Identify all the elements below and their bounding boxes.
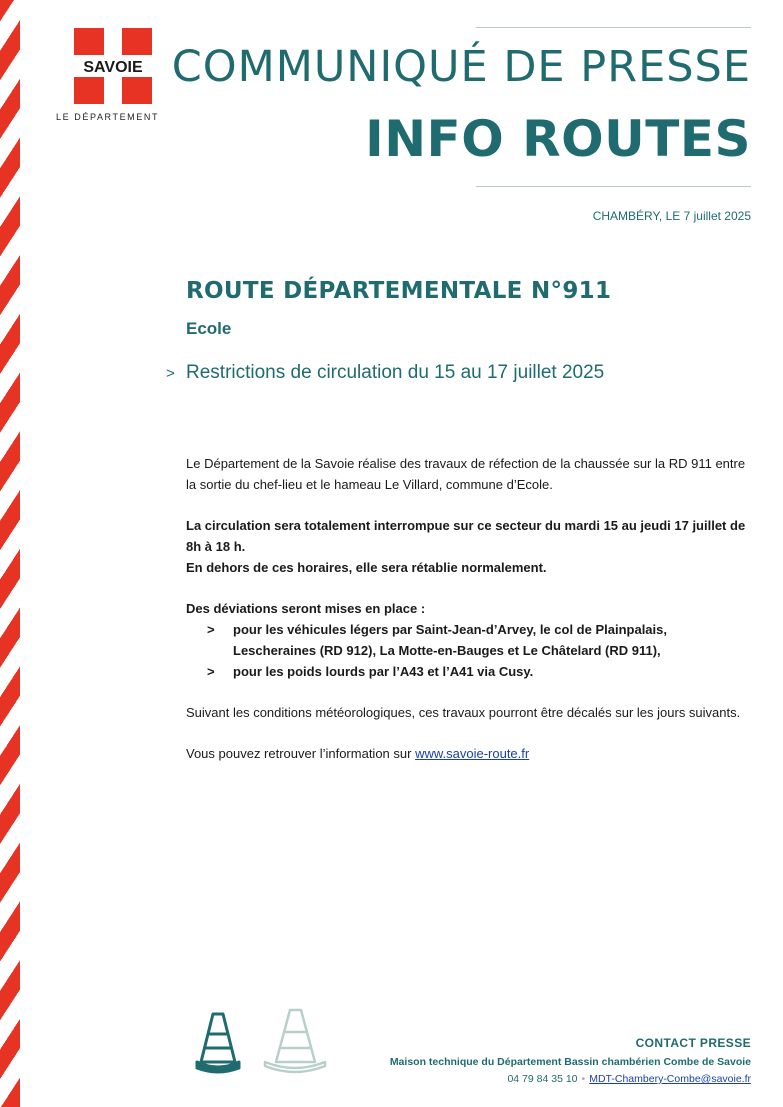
detour-item xyxy=(186,661,752,682)
intro-paragraph: Le Département de la Savoie réalise des travaux de réfection de la chaussée sur la RD 911 entre la sortie du chef-lieu et le hameau Le Villard, commune d’Ecole. xyxy=(186,456,746,492)
dateline: CHAMBÉRY, LE 7 juillet 2025 xyxy=(592,209,751,223)
detour-item xyxy=(186,619,752,661)
savoie-logo xyxy=(56,28,176,122)
traffic-cone-outline-icon xyxy=(265,1010,325,1072)
detour-text: pour les véhicules légers par Saint-Jean-d’Arvey, le col de Plainpalais, Lescheraines (RD 912), La Motte-en-Bauges et Le Châtelard (RD 911), xyxy=(233,622,667,658)
chevron-icon: > xyxy=(207,664,215,679)
side-stripe-border xyxy=(0,0,20,1107)
detours-section xyxy=(186,598,752,682)
header-title-line2: INFO ROUTES xyxy=(365,110,751,168)
detour-text: pour les poids lourds par l’A43 et l’A41 via Cusy. xyxy=(233,664,534,679)
closure-paragraph: La circulation sera totalement interrompue sur ce secteur du mardi 15 au jeudi 17 juillet de 8h à 18 h. xyxy=(186,518,746,554)
savoie-cross-logo xyxy=(74,28,152,104)
header-title-line1: COMMUNIQUÉ DE PRESSE xyxy=(171,42,751,92)
outside-hours-paragraph: En dehors de ces horaires, elle sera rétablie normalement. xyxy=(186,560,547,575)
press-contact xyxy=(390,1036,751,1085)
info-paragraph xyxy=(186,743,752,764)
savoie-route-link[interactable]: www.savoie-route.fr xyxy=(415,746,530,761)
restriction-headline xyxy=(166,362,604,384)
cones-illustration xyxy=(195,1006,335,1081)
restriction-text: Restrictions de circulation du 15 au 17 juillet 2025 xyxy=(186,362,605,383)
contact-title: CONTACT PRESSE xyxy=(635,1036,751,1050)
detours-title: Des déviations seront mises en place : xyxy=(186,601,426,616)
logo-wordmark: SAVOIE xyxy=(83,59,143,76)
logo-caption: LE DÉPARTEMENT xyxy=(56,112,160,122)
info-prefix: Vous pouvez retrouver l’information sur xyxy=(186,746,416,761)
road-title: ROUTE DÉPARTEMENTALE N°911 xyxy=(186,278,612,304)
traffic-cone-icon xyxy=(197,1014,239,1072)
header-top-rule xyxy=(476,27,751,28)
contact-organization: Maison technique du Département Bassin chambérien Combe de Savoie xyxy=(389,1056,751,1068)
contact-separator: • xyxy=(581,1073,586,1085)
commune-name: Ecole xyxy=(186,319,232,338)
weather-note: Suivant les conditions météorologiques, ces travaux pourront être décalés sur les jours suivants. xyxy=(186,705,741,720)
contact-details xyxy=(390,1073,751,1085)
chevron-icon: > xyxy=(207,622,215,637)
header-bottom-rule xyxy=(476,186,751,187)
contact-email-link[interactable]: MDT-Chambery-Combe@savoie.fr xyxy=(589,1073,751,1085)
chevron-icon: > xyxy=(166,365,175,382)
contact-phone: 04 79 84 35 10 xyxy=(507,1073,578,1085)
detours-list xyxy=(186,619,752,682)
